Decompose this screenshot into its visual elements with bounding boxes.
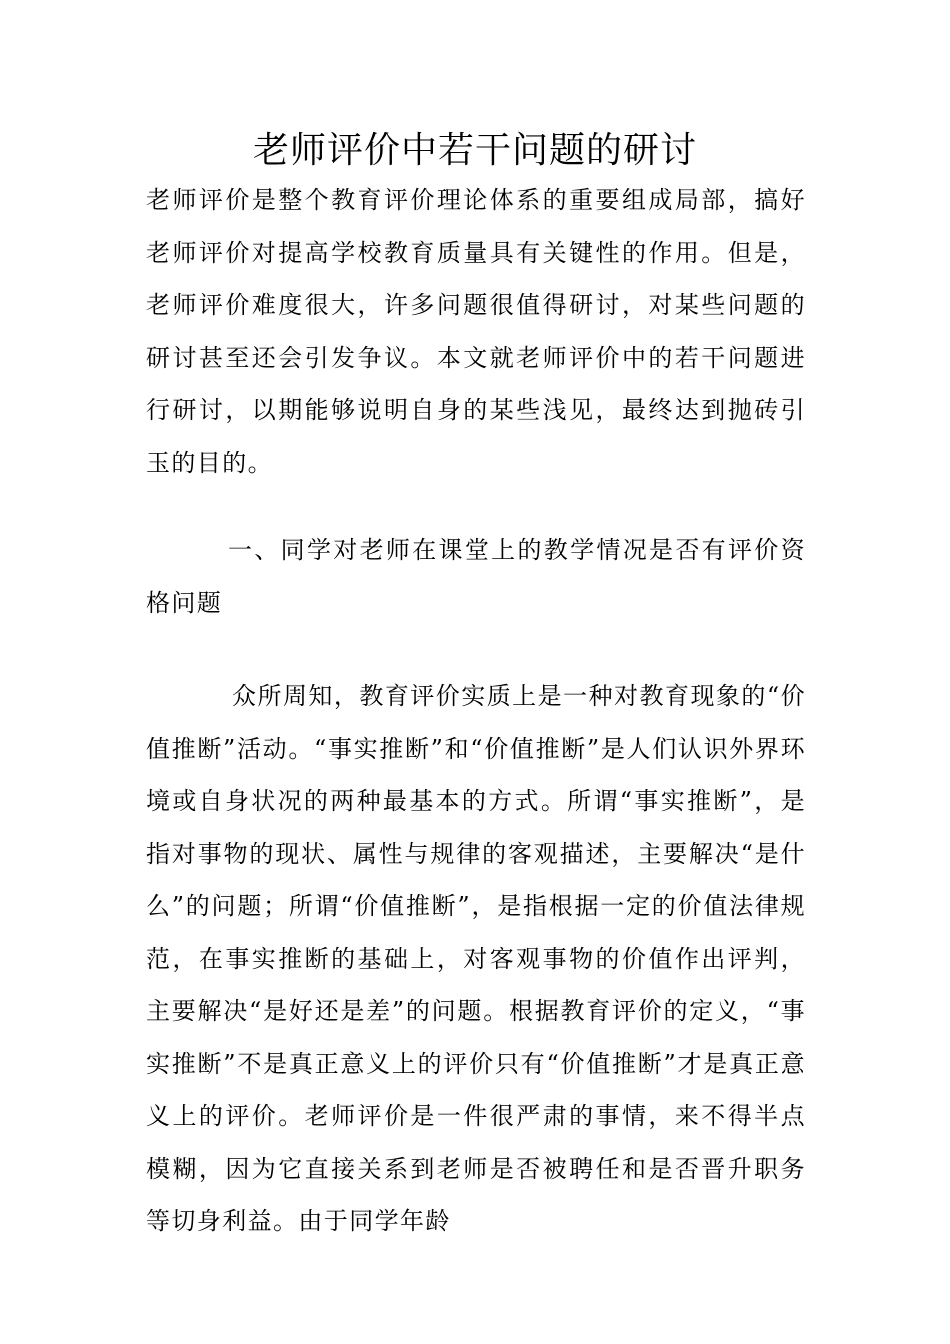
section-body-paragraph: 众所周知，教育评价实质上是一种对教育现象的“价值推断”活动。“事实推断”和“价值推断”是人们认识外界环境或自身状况的两种最基本的方式。所谓“事实推断”，是指对事物的现状、属性与规律的客观描述，主要解决“是什么”的问题；所谓“价值推断”，是指根据一定的价值法律规范，在事实推断的基础上，对客观事物的价值作出评判，主要解决“是好还是差”的问题。根据教育评价的定义，“事实推断”不是真正意义上的评价只有“价值推断”才是真正意义上的评价。老师评价是一件很严肃的事情，来不得半点模糊，因为它直接关系到老师是否被聘任和是否晋升职务等切身利益。由于同学年龄 <box>146 682 806 1235</box>
intro-paragraph: 老师评价是整个教育评价理论体系的重要组成局部，搞好老师评价对提高学校教育质量具有关键性的作用。但是，老师评价难度很大，许多问题很值得研讨，对某些问题的研讨甚至还会引发争议。本文就老师评价中的若干问题进行研讨，以期能够说明自身的某些浅见，最终达到抛砖引玉的目的。 <box>146 186 806 477</box>
document-title: 老师评价中若干问题的研讨 <box>252 130 697 171</box>
section-heading: 一、同学对老师在课堂上的教学情况是否有评价资格问题 <box>146 536 806 617</box>
